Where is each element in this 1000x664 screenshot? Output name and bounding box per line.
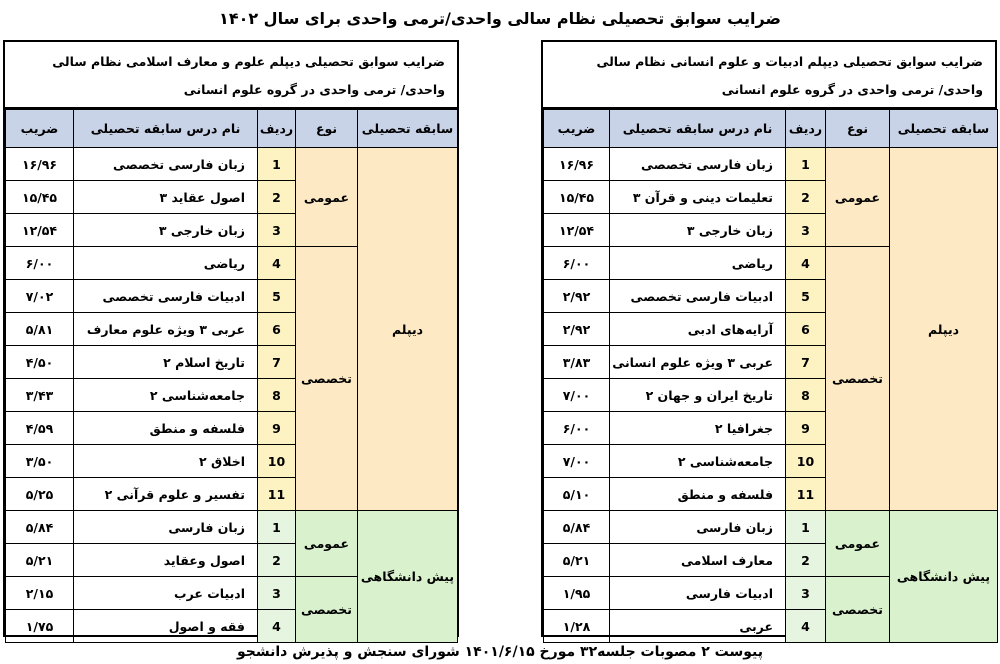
- course-cell: عربی ۳ ویژه علوم معارف: [74, 313, 258, 346]
- course-cell: فلسفه و منطق: [610, 478, 786, 511]
- header-course: نام درس سابقه تحصیلی: [74, 110, 258, 148]
- coef-cell: ۱۵/۴۵: [544, 181, 610, 214]
- rank-cell: 3: [786, 577, 826, 610]
- type-special: تخصصی: [296, 577, 358, 643]
- coef-cell: ۵/۲۵: [6, 478, 74, 511]
- course-cell: زبان خارجی ۳: [74, 214, 258, 247]
- rank-cell: 9: [258, 412, 296, 445]
- coef-cell: ۶/۰۰: [544, 247, 610, 280]
- coef-cell: ۶/۰۰: [544, 412, 610, 445]
- record-pre-university: پیش دانشگاهی: [890, 511, 998, 643]
- coef-cell: ۳/۴۳: [6, 379, 74, 412]
- course-cell: آرایه‌های ادبی: [610, 313, 786, 346]
- course-cell: عربی: [610, 610, 786, 643]
- coef-cell: ۷/۰۰: [544, 379, 610, 412]
- type-general: عمومی: [296, 511, 358, 577]
- type-special: تخصصی: [826, 247, 890, 511]
- course-cell: زبان فارسی: [74, 511, 258, 544]
- course-cell: فقه و اصول: [74, 610, 258, 643]
- coef-cell: ۱/۷۵: [6, 610, 74, 643]
- rank-cell: 11: [786, 478, 826, 511]
- type-special: تخصصی: [826, 577, 890, 643]
- course-cell: زبان فارسی تخصصی: [610, 148, 786, 181]
- coef-cell: ۱/۲۸: [544, 610, 610, 643]
- rank-cell: 1: [258, 148, 296, 181]
- rank-cell: 4: [258, 610, 296, 643]
- rank-cell: 7: [786, 346, 826, 379]
- header-rank: ردیف: [258, 110, 296, 148]
- course-cell: ریاضی: [74, 247, 258, 280]
- rank-cell: 2: [258, 544, 296, 577]
- coef-cell: ۱۲/۵۴: [544, 214, 610, 247]
- header-type: نوع: [826, 110, 890, 148]
- rank-cell: 6: [786, 313, 826, 346]
- type-general: عمومی: [826, 148, 890, 247]
- coef-cell: ۲/۹۲: [544, 280, 610, 313]
- course-cell: ادبیات فارسی تخصصی: [610, 280, 786, 313]
- coef-cell: ۵/۸۴: [6, 511, 74, 544]
- coef-cell: ۱۶/۹۶: [544, 148, 610, 181]
- table-row: [6, 148, 458, 181]
- rank-cell: 3: [786, 214, 826, 247]
- course-cell: اصول عقاید ۳: [74, 181, 258, 214]
- course-cell: جامعه‌شناسی ۲: [610, 445, 786, 478]
- course-cell: زبان خارجی ۳: [610, 214, 786, 247]
- rank-cell: 1: [786, 511, 826, 544]
- rank-cell: 8: [258, 379, 296, 412]
- block-title: ضرایب سوابق تحصیلی دیپلم ادبیات و علوم انسانی نظام سالی واحدی/ ترمی واحدی در گروه علوم انسانی: [543, 42, 995, 109]
- rank-cell: 6: [258, 313, 296, 346]
- rank-cell: 7: [258, 346, 296, 379]
- course-cell: عربی ۳ ویژه علوم انسانی: [610, 346, 786, 379]
- header-type: نوع: [296, 110, 358, 148]
- header-record: سابقه تحصیلی: [890, 110, 998, 148]
- coef-cell: ۴/۵۹: [6, 412, 74, 445]
- header-rank: ردیف: [786, 110, 826, 148]
- coef-cell: ۵/۱۰: [544, 478, 610, 511]
- header-coef: ضریب: [6, 110, 74, 148]
- coef-cell: ۲/۱۵: [6, 577, 74, 610]
- coefficient-table: [543, 109, 998, 643]
- table-row: [6, 511, 458, 544]
- rank-cell: 5: [258, 280, 296, 313]
- record-pre-university: پیش دانشگاهی: [358, 511, 458, 643]
- course-cell: تفسیر و علوم قرآنی ۲: [74, 478, 258, 511]
- type-special: تخصصی: [296, 247, 358, 511]
- coef-cell: ۶/۰۰: [6, 247, 74, 280]
- rank-cell: 2: [786, 181, 826, 214]
- coef-cell: ۱۲/۵۴: [6, 214, 74, 247]
- coef-cell: ۵/۲۱: [544, 544, 610, 577]
- type-general: عمومی: [296, 148, 358, 247]
- course-cell: معارف اسلامی: [610, 544, 786, 577]
- coef-cell: ۲/۹۲: [544, 313, 610, 346]
- coef-cell: ۳/۵۰: [6, 445, 74, 478]
- course-cell: تعلیمات دینی و قرآن ۳: [610, 181, 786, 214]
- rank-cell: 10: [258, 445, 296, 478]
- coef-cell: ۱۵/۴۵: [6, 181, 74, 214]
- rank-cell: 9: [786, 412, 826, 445]
- course-cell: ادبیات عرب: [74, 577, 258, 610]
- page-title: ضرایب سوابق تحصیلی نظام سالی واحدی/ترمی واحدی برای سال ۱۴۰۲: [219, 9, 781, 28]
- course-cell: تاریخ اسلام ۲: [74, 346, 258, 379]
- record-diploma: دیپلم: [890, 148, 998, 511]
- course-cell: ریاضی: [610, 247, 786, 280]
- coefficient-table: [5, 109, 458, 643]
- course-cell: جامعه‌شناسی ۲: [74, 379, 258, 412]
- rank-cell: 4: [786, 610, 826, 643]
- table-row: [544, 511, 998, 544]
- coef-cell: ۷/۰۲: [6, 280, 74, 313]
- rank-cell: 5: [786, 280, 826, 313]
- course-cell: ادبیات فارسی: [610, 577, 786, 610]
- header-record: سابقه تحصیلی: [358, 110, 458, 148]
- coef-cell: ۴/۵۰: [6, 346, 74, 379]
- course-cell: جغرافیا ۲: [610, 412, 786, 445]
- rank-cell: 4: [786, 247, 826, 280]
- coef-cell: ۱/۹۵: [544, 577, 610, 610]
- course-cell: تاریخ ایران و جهان ۲: [610, 379, 786, 412]
- header-course: نام درس سابقه تحصیلی: [610, 110, 786, 148]
- course-cell: اصول وعقاید: [74, 544, 258, 577]
- rank-cell: 3: [258, 577, 296, 610]
- rank-cell: 2: [786, 544, 826, 577]
- rank-cell: 3: [258, 214, 296, 247]
- block-title: ضرایب سوابق تحصیلی دیپلم علوم و معارف اسلامی نظام سالی واحدی/ ترمی واحدی در گروه علوم انسانی: [5, 42, 457, 109]
- coef-cell: ۳/۸۳: [544, 346, 610, 379]
- table-block-literature: [541, 40, 997, 637]
- table-row: [544, 148, 998, 181]
- record-diploma: دیپلم: [358, 148, 458, 511]
- rank-cell: 2: [258, 181, 296, 214]
- footer-note: پیوست ۲ مصوبات جلسه۳۲ مورخ ۱۴۰۱/۶/۱۵ شورای سنجش و پذیرش دانشجو: [236, 644, 764, 660]
- header-coef: ضریب: [544, 110, 610, 148]
- coef-cell: ۵/۸۴: [544, 511, 610, 544]
- course-cell: فلسفه و منطق: [74, 412, 258, 445]
- rank-cell: 1: [258, 511, 296, 544]
- table-block-islamic: [3, 40, 459, 637]
- rank-cell: 8: [786, 379, 826, 412]
- coef-cell: ۵/۸۱: [6, 313, 74, 346]
- type-general: عمومی: [826, 511, 890, 577]
- coef-cell: ۷/۰۰: [544, 445, 610, 478]
- coef-cell: ۵/۲۱: [6, 544, 74, 577]
- course-cell: اخلاق ۲: [74, 445, 258, 478]
- rank-cell: 4: [258, 247, 296, 280]
- rank-cell: 1: [786, 148, 826, 181]
- course-cell: زبان فارسی: [610, 511, 786, 544]
- course-cell: زبان فارسی تخصصی: [74, 148, 258, 181]
- rank-cell: 10: [786, 445, 826, 478]
- course-cell: ادبیات فارسی تخصصی: [74, 280, 258, 313]
- coef-cell: ۱۶/۹۶: [6, 148, 74, 181]
- rank-cell: 11: [258, 478, 296, 511]
